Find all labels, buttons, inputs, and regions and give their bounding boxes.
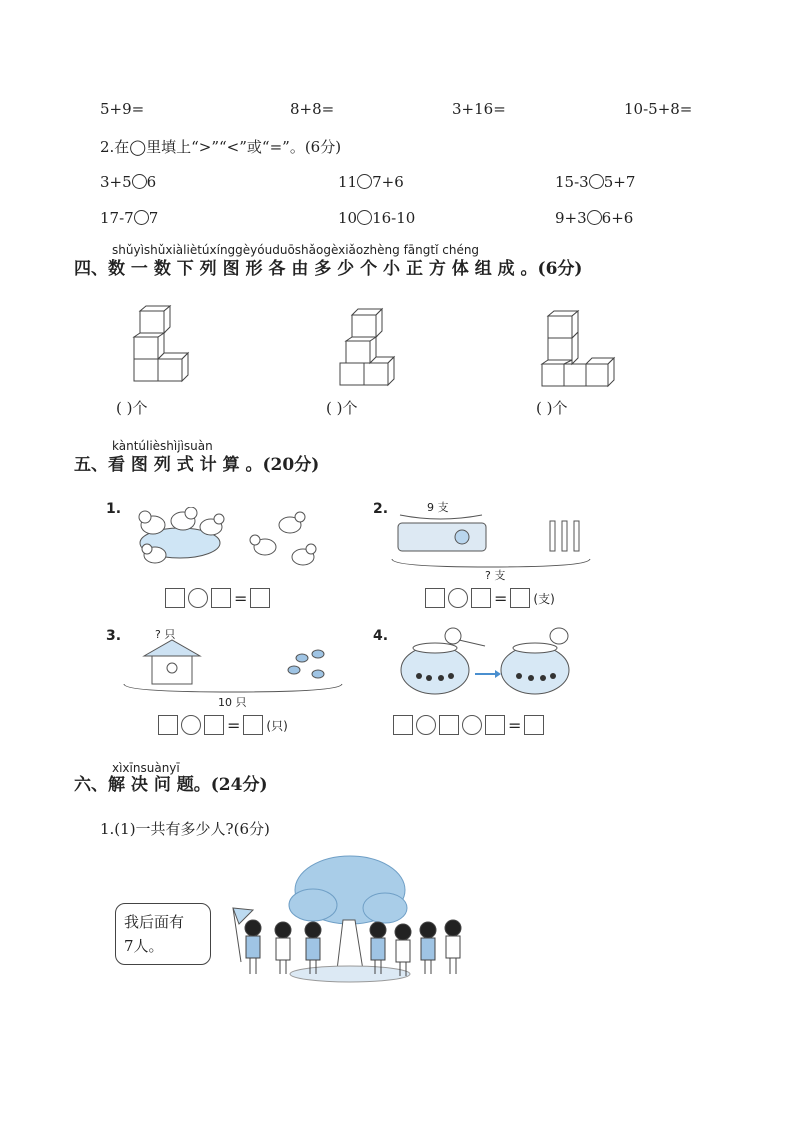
jars-illustration — [395, 626, 595, 698]
cube-figure-3 — [540, 310, 620, 390]
arith-4: 10-5+8= — [624, 100, 693, 118]
item-number: 1. — [106, 501, 122, 517]
pencil-box-illustration — [390, 511, 605, 571]
item-number: 3. — [106, 628, 122, 644]
answer-box[interactable] — [425, 588, 445, 608]
answer-box[interactable] — [204, 715, 224, 735]
birdhouse-illustration — [122, 638, 344, 696]
sec4-pinyin: shǔyìshǔxiàliètúxínggèyóuduōshǎogèxiǎozhèng fāngtǐ chéng — [112, 243, 480, 257]
answer-box[interactable] — [243, 715, 263, 735]
answer-circle[interactable] — [448, 588, 468, 608]
sec5-pinyin: kàntúlièshìjìsuàn — [112, 439, 213, 453]
sec4-title: 四、数 一 数 下 列 图 形 各 由 多 少 个 小 正 方 体 组 成 。(6分) — [74, 259, 583, 279]
compare-1: 3+5 6 — [100, 173, 157, 191]
answer-blank-3[interactable]: ( )个 — [536, 399, 568, 417]
compare-3: 15-3 5+7 — [555, 173, 636, 191]
compare-circle[interactable] — [357, 174, 372, 189]
panel-pencils — [365, 495, 605, 615]
answer-box[interactable] — [165, 588, 185, 608]
sec6-title: 六、解 决 问 题。(24分) — [74, 775, 268, 795]
answer-circle[interactable] — [462, 715, 482, 735]
answer-box[interactable] — [439, 715, 459, 735]
equation-4: = — [393, 715, 544, 735]
compare-circle[interactable] — [134, 210, 149, 225]
item-number: 4. — [373, 628, 389, 644]
answer-box[interactable] — [250, 588, 270, 608]
sec5-title: 五、看 图 列 式 计 算 。(20分) — [74, 455, 320, 475]
item-number: 2. — [373, 501, 389, 517]
cube-figure-1 — [130, 305, 190, 385]
children-tree-illustration — [215, 850, 485, 985]
panel-birds — [100, 622, 345, 742]
cube-figure-2 — [338, 307, 403, 389]
compare-2: 11 7+6 — [338, 173, 404, 191]
answer-circle[interactable] — [416, 715, 436, 735]
compare-4: 17-7 7 — [100, 209, 159, 227]
answer-box[interactable] — [524, 715, 544, 735]
sec6-pinyin: xìxīnsuànyī — [112, 761, 180, 775]
equation-3: = (只) — [158, 715, 288, 735]
answer-box[interactable] — [211, 588, 231, 608]
answer-box[interactable] — [471, 588, 491, 608]
compare-5: 10 16-10 — [338, 209, 416, 227]
equation-1: = — [165, 588, 270, 608]
q2-title: 2.在◯里填上“>”“<”或“=”。(6分) — [100, 138, 342, 156]
answer-circle[interactable] — [188, 588, 208, 608]
speech-bubble — [115, 903, 211, 965]
arith-3: 3+16= — [452, 100, 506, 118]
answer-blank-1[interactable]: ( )个 — [116, 399, 148, 417]
compare-circle[interactable] — [587, 210, 602, 225]
compare-circle[interactable] — [132, 174, 147, 189]
answer-box[interactable] — [393, 715, 413, 735]
panel-tadpoles — [365, 622, 605, 742]
arith-2: 8+8= — [290, 100, 335, 118]
bubble-line-1: 我后面有 — [124, 913, 185, 931]
compare-circle[interactable] — [357, 210, 372, 225]
bubble-line-2: 7人。 — [124, 937, 164, 955]
equation-2: = (支) — [425, 588, 555, 608]
top-label: 9 支 — [427, 501, 449, 514]
answer-box[interactable] — [158, 715, 178, 735]
chicks-illustration — [125, 507, 335, 572]
answer-circle[interactable] — [181, 715, 201, 735]
top-label: ? 只 — [155, 628, 176, 641]
bottom-label: ? 支 — [485, 569, 506, 582]
compare-6: 9+3 6+6 — [555, 209, 634, 227]
bottom-label: 10 只 — [218, 696, 247, 709]
arith-1: 5+9= — [100, 100, 145, 118]
sec6-q1: 1.(1)一共有多少人?(6分) — [100, 820, 270, 838]
compare-circle[interactable] — [589, 174, 604, 189]
panel-chicks — [100, 495, 340, 615]
answer-blank-2[interactable]: ( )个 — [326, 399, 358, 417]
answer-box[interactable] — [510, 588, 530, 608]
answer-box[interactable] — [485, 715, 505, 735]
